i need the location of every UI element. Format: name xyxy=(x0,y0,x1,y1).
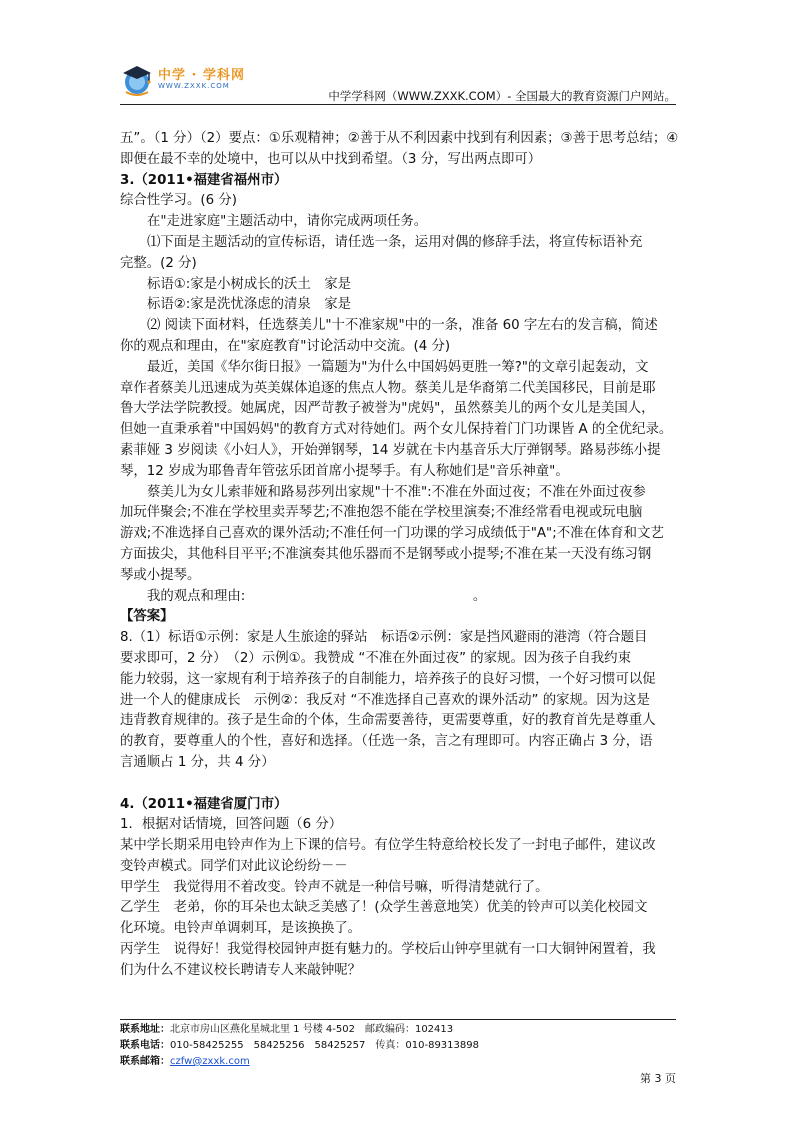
text-line: 某中学长期采用电铃声作为上下课的信号。有位学生特意给校长发了一封电子邮件，建议改 xyxy=(120,838,656,854)
footer-phone xyxy=(120,1038,676,1054)
text-line: 甲学生 我觉得用不着改变。铃声不就是一种信号嘛，听得清楚就行了。 xyxy=(120,879,549,895)
text-line: 章作者蔡美儿迅速成为英美媒体追逐的焦点人物。蔡美儿是华裔第二代美国移民，目前是耶 xyxy=(120,380,656,396)
site-slogan: 中学学科网（WWW.ZXXK.COM）- 全国最大的教育资源门户网站。 xyxy=(328,89,676,103)
text-line: 丙学生 说得好！我觉得校园钟声挺有魅力的。学校后山钟亭里就有一口大铜钟闲置着，我 xyxy=(120,942,656,958)
document-body xyxy=(120,129,680,982)
text-line: 游戏;不准选择自己喜欢的课外活动;不准任何一门功课的学习成绩低于"A";不准在体育和文艺 xyxy=(120,526,664,542)
text-line: 乙学生 老弟，你的耳朵也太缺乏美感了！(众学生善意地笑）优美的铃声可以美化校园文 xyxy=(120,900,648,916)
brand-url: WWW.ZXXK.COM xyxy=(158,82,230,90)
site-logo[interactable] xyxy=(120,58,280,100)
text-line: 在"走进家庭"主题活动中，请你完成两项任务。 xyxy=(147,214,428,230)
text-line: 你的观点和理由，在"家庭教育"讨论活动中交流。(4 分) xyxy=(120,338,451,354)
question-heading: 3.（2011•福建省福州市） xyxy=(120,172,288,188)
text-line: 最近，美国《华尔街日报》一篇题为"为什么中国妈妈更胜一筹?"的文章引起轰动，文 xyxy=(147,359,649,375)
text-line: 综合性学习。(6 分) xyxy=(120,193,237,209)
text-line: ⑴下面是主题活动的宣传标语，请任选一条，运用对偶的修辞手法，将宣传标语补充 xyxy=(147,234,643,250)
text-line: 8.（1）标语①示例：家是人生旅途的驿站 标语②示例：家是挡风避雨的港湾（符合题目 xyxy=(120,630,648,646)
question-heading: 4.（2011•福建省厦门市） xyxy=(120,796,288,812)
text-line: 言通顺占 1 分，共 4 分） xyxy=(120,754,275,770)
page-header xyxy=(120,58,676,105)
text-line: 琴或小提琴。 xyxy=(120,567,201,583)
text-line: 违背教育规律的。孩子是生命的个体，生命需要善待，更需要尊重，好的教育首先是尊重人 xyxy=(120,713,656,729)
page-number: 第 3 页 xyxy=(640,1072,676,1085)
footer-email xyxy=(120,1054,676,1070)
text-line: 标语①:家是小树成长的沃土 家是 xyxy=(147,276,351,292)
text-line: 变铃声模式。同学们对此议论纷纷－－ xyxy=(120,858,348,874)
text-line: 完整。(2 分) xyxy=(120,255,197,271)
text-line: 五”。（1 分）（2）要点：①乐观精神；②善于从不利因素中找到有利因素；③善于思考总结；④ xyxy=(120,131,679,146)
footer-value: 北京市房山区燕化星城北里 1 号楼 4-502 邮政编码：102413 xyxy=(170,1024,454,1035)
text-line: 琴，12 岁成为耶鲁青年管弦乐团首席小提琴手。有人称她们是"音乐神童"。 xyxy=(120,463,569,479)
spacer xyxy=(120,774,680,795)
text-line: 我的观点和理由: 。 xyxy=(147,588,487,604)
brand-name: 中学 · 学科网 xyxy=(158,68,245,83)
text-line: 鲁大学法学院教授。她属虎，因严苛教子被誉为"虎妈"，虽然蔡美儿的两个女儿是美国人， xyxy=(120,401,655,417)
answer-heading: 【答案】 xyxy=(120,609,174,625)
text-line: 进一个人的健康成长 示例②：我反对 “不准选择自己喜欢的课外活动” 的家规。因为这是 xyxy=(120,692,650,708)
footer-label: 联系电话： xyxy=(120,1040,170,1051)
text-line: 加玩伴聚会;不准在学校里卖弄琴艺;不准抱怨不能在学校里演奏;不准经常看电视或玩电脑 xyxy=(120,505,643,521)
footer-value: 010-58425255 58425256 58425257 传真：010-89313898 xyxy=(170,1040,479,1051)
text-line: 的教育，要尊重人的个性，喜好和选择。（任选一条，言之有理即可。内容正确占 3 分，语 xyxy=(120,734,653,750)
text-line: 方面拔尖，其他科目平平;不准演奏其他乐器而不是钢琴或小提琴;不准在某一天没有练习钢 xyxy=(120,546,652,562)
text-line: 1．根据对话情境，回答问题（6 分） xyxy=(120,817,343,833)
page-footer xyxy=(120,1019,676,1085)
footer-label: 联系邮箱： xyxy=(120,1056,170,1067)
text-line: 标语②:家是洗忧涤虑的清泉 家是 xyxy=(147,297,351,313)
email-link[interactable]: czfw@zxxk.com xyxy=(170,1056,250,1067)
footer-label: 联系地址： xyxy=(120,1024,170,1035)
text-line: ⑵ 阅读下面材料，任选蔡美儿"十不准家规"中的一条，准备 60 字左右的发言稿，简述 xyxy=(147,318,658,334)
text-line: 要求即可，2 分） （2）示例①。我赞成 “不准在外面过夜” 的家规。因为孩子自我约束 xyxy=(120,650,631,666)
text-line: 能力较弱，这一家规有利于培养孩子的自制能力，培养孩子的良好习惯，一个好习惯可以促 xyxy=(120,671,656,687)
text-line: 但她一直秉承着"中国妈妈"的教育方式对待她们。两个女儿保持着门门功课皆 A 的全优纪录。 xyxy=(120,422,673,438)
text-line: 即便在最不幸的处境中，也可以从中找到希望。（3 分，写出两点即可） xyxy=(120,151,542,167)
graduation-cap-logo-icon xyxy=(120,62,154,96)
text-line: 化环境。电铃声单调刺耳，是该换换了。 xyxy=(120,921,362,937)
text-line: 们为什么不建议校长聘请专人来敲钟呢？ xyxy=(120,962,362,978)
footer-address xyxy=(120,1022,676,1038)
text-line: 素菲娅 3 岁阅读《小妇人》，开始弹钢琴，14 岁就在卡内基音乐大厅弹钢琴。路易莎练小提 xyxy=(120,442,661,458)
text-line: 蔡美儿为女儿索菲娅和路易莎列出家规"十不准":不准在外面过夜；不准在外面过夜参 xyxy=(147,484,646,500)
